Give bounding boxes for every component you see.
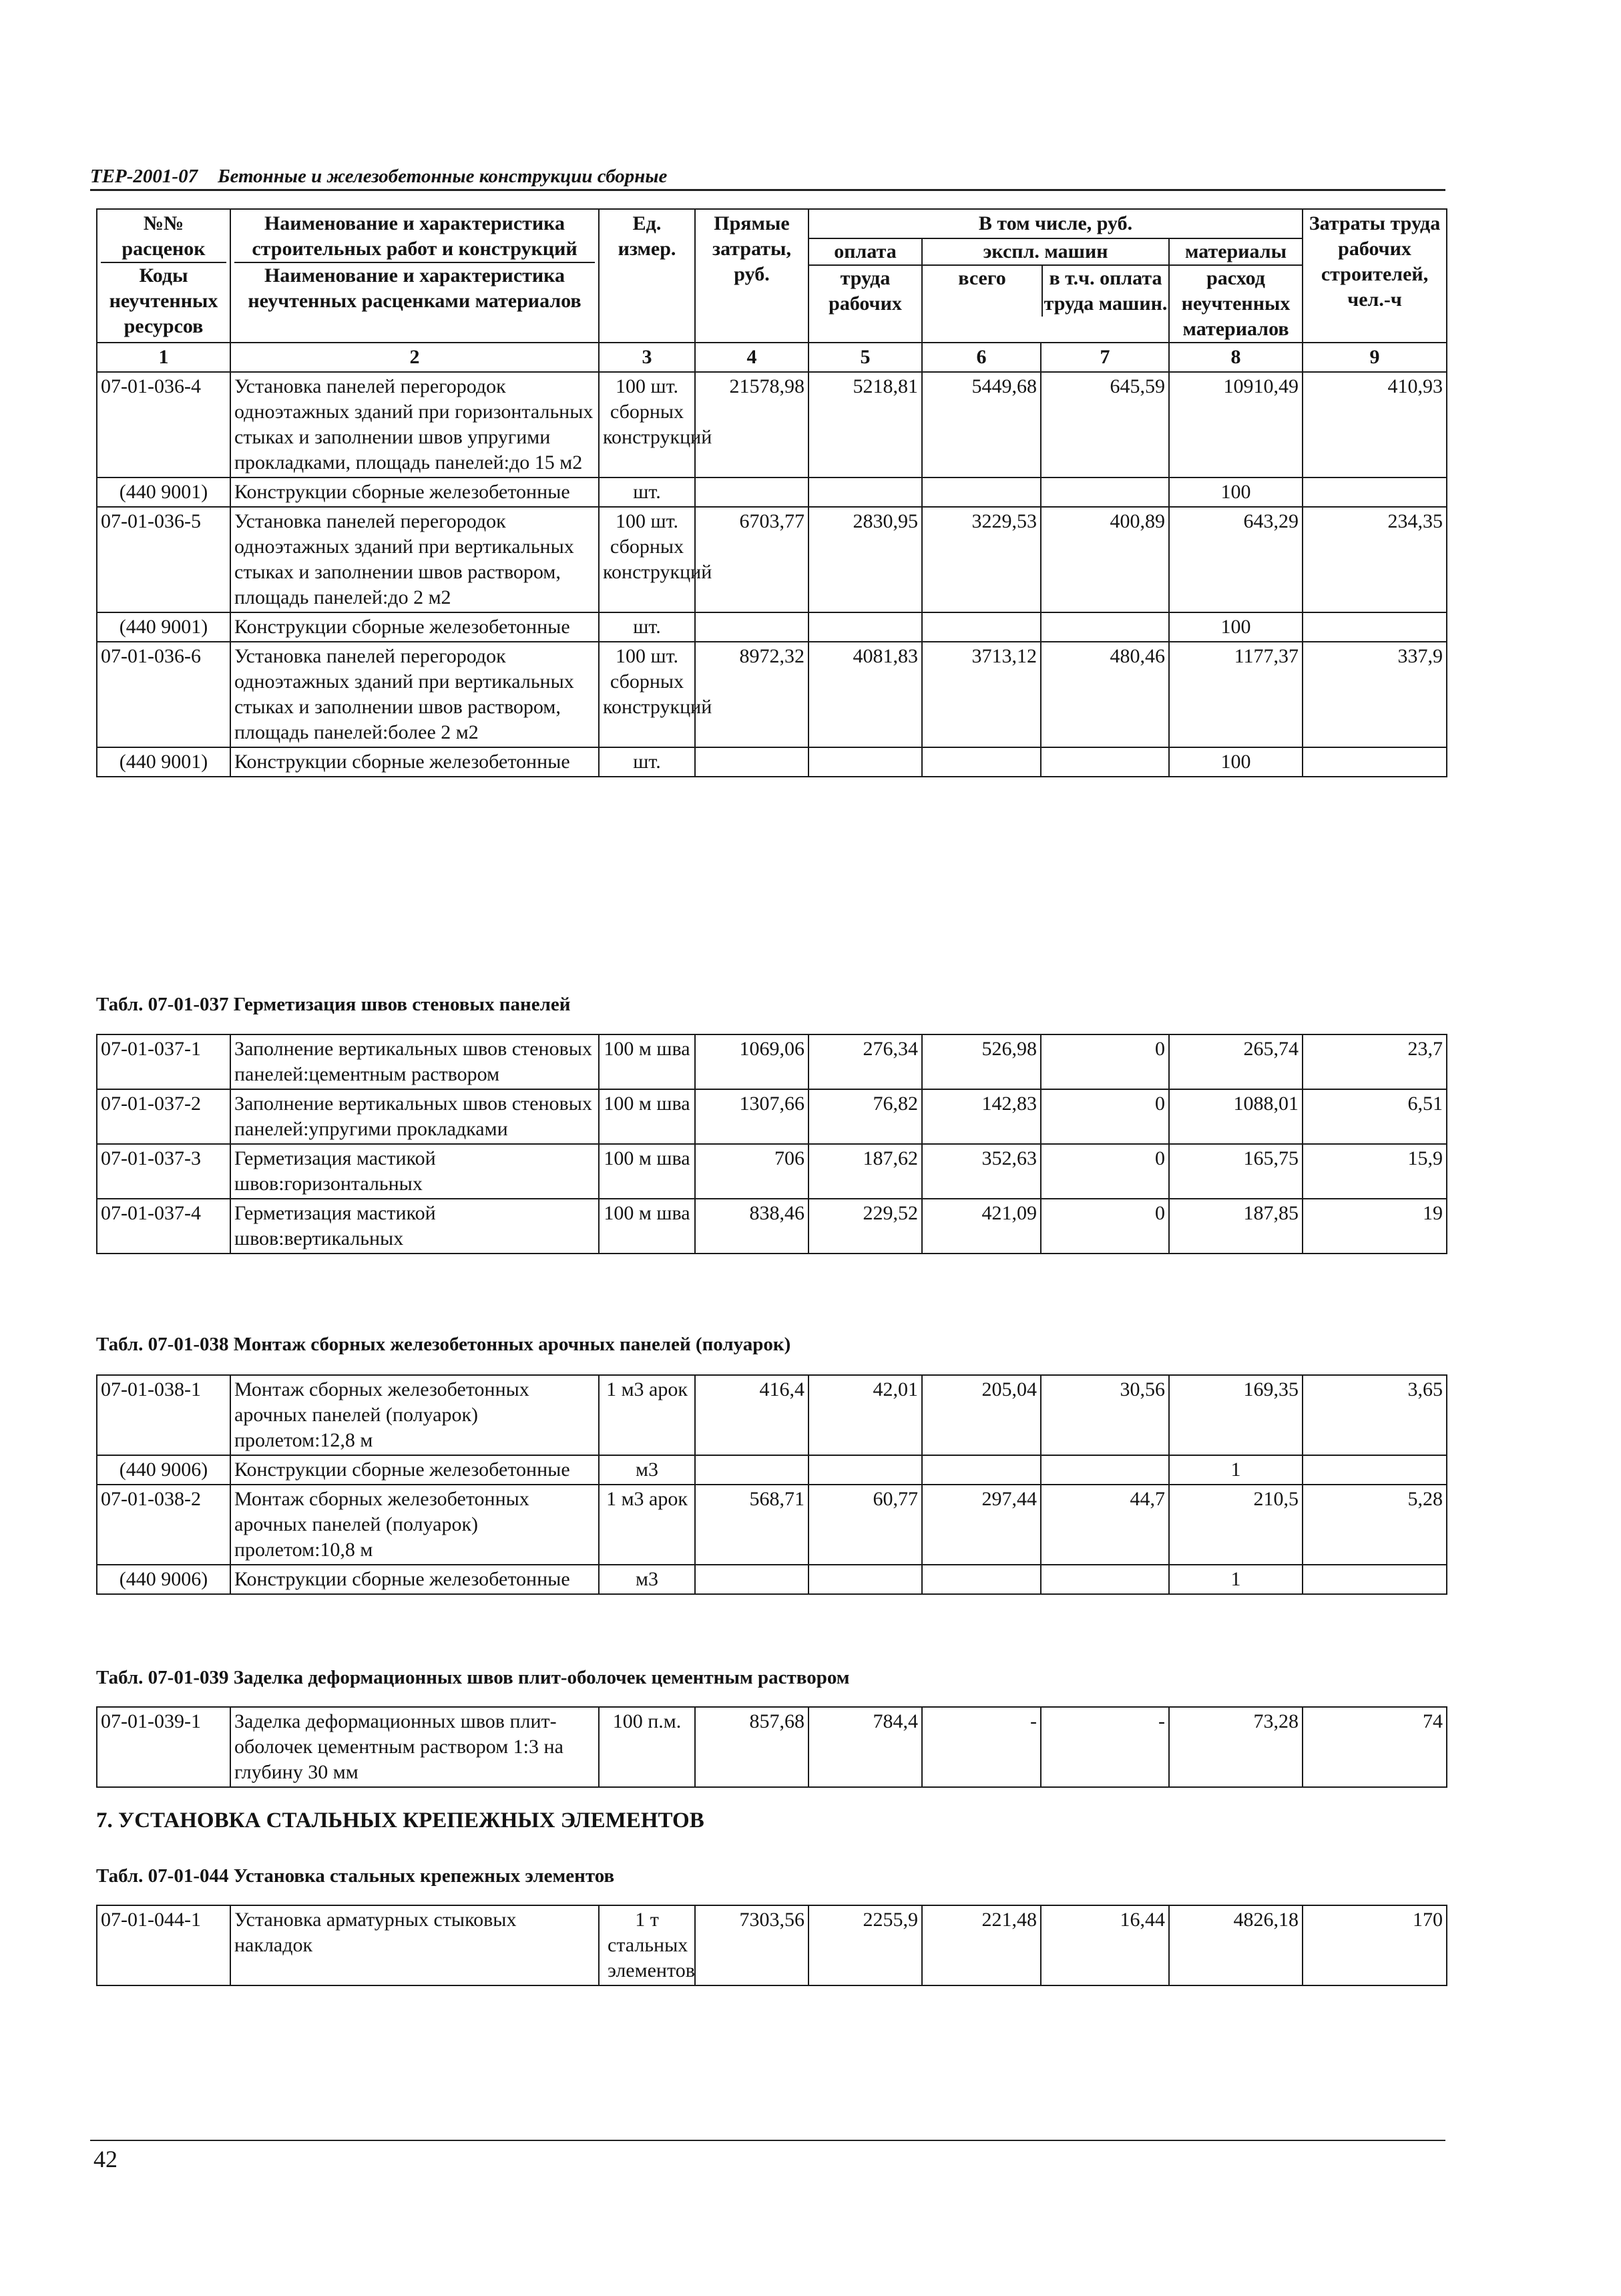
page-header	[90, 166, 1445, 191]
table-038	[96, 1374, 1447, 1595]
unit: 100 шт. сборных конструкций	[599, 372, 695, 477]
empty-cell	[922, 1565, 1041, 1594]
labor-cost: 2830,95	[808, 507, 922, 612]
empty-cell	[922, 612, 1041, 642]
section-7-title: 7. УСТАНОВКА СТАЛЬНЫХ КРЕПЕЖНЫХ ЭЛЕМЕНТОВ	[96, 1808, 704, 1833]
resource-row	[97, 612, 1447, 642]
machine-cost: 5449,68	[922, 372, 1041, 477]
unit: 100 п.м.	[599, 1707, 695, 1787]
unit: 100 м шва	[599, 1034, 695, 1089]
table-row	[97, 1089, 1447, 1144]
resource-code: (440 9001)	[97, 477, 230, 507]
machine-labor-cost: 0	[1041, 1144, 1169, 1199]
machine-cost: 142,83	[922, 1089, 1041, 1144]
labor-cost: 5218,81	[808, 372, 922, 477]
material-cost: 73,28	[1169, 1707, 1303, 1787]
direct-cost: 857,68	[695, 1707, 808, 1787]
empty-cell	[1303, 477, 1447, 507]
work-name: Герметизация мастикой швов:вертикальных	[230, 1199, 599, 1254]
labor-cost: 187,62	[808, 1144, 922, 1199]
rate-code: 07-01-037-4	[97, 1199, 230, 1254]
col5-label: труда рабочих	[829, 267, 902, 315]
machine-cost: 421,09	[922, 1199, 1041, 1254]
unit: 1 т стальных элементов	[599, 1905, 695, 1985]
resource-qty: 100	[1169, 612, 1303, 642]
material-cost: 165,75	[1169, 1144, 1303, 1199]
unit: 1 м3 арок	[599, 1375, 695, 1455]
col7-label: в т.ч. оплата труда машин.	[1044, 267, 1168, 315]
material-cost: 265,74	[1169, 1034, 1303, 1089]
labor-hours: 337,9	[1303, 642, 1447, 747]
breakdown-group-header: В том числе, руб.	[808, 209, 1303, 238]
material-cost: 10910,49	[1169, 372, 1303, 477]
direct-cost: 6703,77	[695, 507, 808, 612]
col-number: 2	[230, 343, 599, 372]
work-name: Установка арматурных стыковых накладок	[230, 1905, 599, 1985]
material-cost: 643,29	[1169, 507, 1303, 612]
col8-header	[1169, 238, 1303, 343]
table-037	[96, 1034, 1447, 1254]
resource-name: Конструкции сборные железобетонные	[230, 477, 599, 507]
labor-cost: 60,77	[808, 1485, 922, 1565]
col8-bottom-label: расход неучтенных материалов	[1181, 267, 1291, 340]
unit: 100 шт. сборных конструкций	[599, 507, 695, 612]
resource-unit: шт.	[599, 612, 695, 642]
col6-label: всего	[923, 266, 1043, 317]
unit: 100 м шва	[599, 1199, 695, 1254]
labor-cost: 276,34	[808, 1034, 922, 1089]
labor-hours: 6,51	[1303, 1089, 1447, 1144]
page-number: 42	[93, 2146, 118, 2172]
unit: 100 м шва	[599, 1144, 695, 1199]
col-number: 3	[599, 343, 695, 372]
work-name: Герметизация мастикой швов:горизонтальных	[230, 1144, 599, 1199]
document-code: ТЕР-2001-07	[90, 166, 198, 187]
resource-qty: 100	[1169, 747, 1303, 777]
empty-cell	[695, 1455, 808, 1485]
resource-unit: шт.	[599, 747, 695, 777]
table-row	[97, 1375, 1447, 1455]
machine-labor-cost: 0	[1041, 1089, 1169, 1144]
empty-cell	[1303, 612, 1447, 642]
material-cost: 1088,01	[1169, 1089, 1303, 1144]
resource-name: Конструкции сборные железобетонные	[230, 1455, 599, 1485]
rate-code: 07-01-037-2	[97, 1089, 230, 1144]
table-039-caption: Табл. 07-01-039 Заделка деформационных швов плит-оболочек цементным раствором	[96, 1667, 850, 1688]
col4-header: Прямые затраты, руб.	[695, 209, 808, 343]
resource-qty: 100	[1169, 477, 1303, 507]
col1-header	[97, 209, 230, 343]
column-header-row	[97, 209, 1447, 238]
rate-code: 07-01-037-1	[97, 1034, 230, 1089]
table-row	[97, 642, 1447, 747]
main-table-036	[96, 208, 1447, 777]
empty-cell	[808, 1455, 922, 1485]
resource-unit: шт.	[599, 477, 695, 507]
machine-cost: 205,04	[922, 1375, 1041, 1455]
rate-code: 07-01-037-3	[97, 1144, 230, 1199]
machine-labor-cost: 0	[1041, 1199, 1169, 1254]
rate-code: 07-01-044-1	[97, 1905, 230, 1985]
empty-cell	[1303, 1565, 1447, 1594]
machine-labor-cost: 645,59	[1041, 372, 1169, 477]
footer-rule	[90, 2140, 1445, 2141]
direct-cost: 21578,98	[695, 372, 808, 477]
resource-row	[97, 477, 1447, 507]
material-cost: 210,5	[1169, 1485, 1303, 1565]
work-name: Монтаж сборных железобетонных арочных панелей (полуарок) пролетом:12,8 м	[230, 1375, 599, 1455]
col-number: 7	[1041, 343, 1169, 372]
table-044	[96, 1905, 1447, 1986]
table-044-caption: Табл. 07-01-044 Установка стальных крепежных элементов	[96, 1865, 615, 1887]
machines-group-header	[922, 238, 1169, 343]
labor-cost: 784,4	[808, 1707, 922, 1787]
col1-bottom-label: Коды неучтенных ресурсов	[109, 264, 218, 337]
table-row	[97, 1707, 1447, 1787]
resource-name: Конструкции сборные железобетонные	[230, 747, 599, 777]
empty-cell	[695, 747, 808, 777]
empty-cell	[1303, 1455, 1447, 1485]
col-number: 1	[97, 343, 230, 372]
empty-cell	[808, 477, 922, 507]
empty-cell	[808, 747, 922, 777]
work-name: Заполнение вертикальных швов стеновых панелей:цементным раствором	[230, 1034, 599, 1089]
labor-cost: 2255,9	[808, 1905, 922, 1985]
work-name: Установка панелей перегородок одноэтажных зданий при вертикальных стыках и заполнении швов раствором, площадь панелей:до 2 м2	[230, 507, 599, 612]
unit: 100 м шва	[599, 1089, 695, 1144]
table-row	[97, 1144, 1447, 1199]
resource-qty: 1	[1169, 1565, 1303, 1594]
col-number: 9	[1303, 343, 1447, 372]
labor-cost: 229,52	[808, 1199, 922, 1254]
resource-code: (440 9006)	[97, 1565, 230, 1594]
direct-cost: 416,4	[695, 1375, 808, 1455]
resource-qty: 1	[1169, 1455, 1303, 1485]
col2-top-label: Наименование и характеристика строительных работ и конструкций	[234, 211, 595, 263]
col3-header: Ед. измер.	[599, 209, 695, 343]
rate-code: 07-01-036-5	[97, 507, 230, 612]
labor-hours: 3,65	[1303, 1375, 1447, 1455]
table-039	[96, 1706, 1447, 1788]
col5-header	[808, 238, 922, 343]
work-name: Установка панелей перегородок одноэтажных зданий при вертикальных стыках и заполнении швов раствором, площадь панелей:более 2 м2	[230, 642, 599, 747]
resource-unit: м3	[599, 1455, 695, 1485]
column-number-row	[97, 343, 1447, 372]
resource-row	[97, 1455, 1447, 1485]
machine-cost: 352,63	[922, 1144, 1041, 1199]
empty-cell	[695, 1565, 808, 1594]
resource-code: (440 9006)	[97, 1455, 230, 1485]
material-cost: 169,35	[1169, 1375, 1303, 1455]
table-row	[97, 1905, 1447, 1985]
empty-cell	[1041, 477, 1169, 507]
resource-code: (440 9001)	[97, 612, 230, 642]
machine-cost: 3229,53	[922, 507, 1041, 612]
empty-cell	[1303, 747, 1447, 777]
machine-labor-cost: 30,56	[1041, 1375, 1169, 1455]
rate-code: 07-01-036-4	[97, 372, 230, 477]
direct-cost: 8972,32	[695, 642, 808, 747]
rate-code: 07-01-039-1	[97, 1707, 230, 1787]
machine-labor-cost: 44,7	[1041, 1485, 1169, 1565]
empty-cell	[1041, 1565, 1169, 1594]
work-name: Заполнение вертикальных швов стеновых панелей:упругими прокладками	[230, 1089, 599, 1144]
material-cost: 1177,37	[1169, 642, 1303, 747]
machine-labor-cost: 16,44	[1041, 1905, 1169, 1985]
labor-hours: 19	[1303, 1199, 1447, 1254]
machine-labor-cost: 0	[1041, 1034, 1169, 1089]
work-name: Монтаж сборных железобетонных арочных панелей (полуарок) пролетом:10,8 м	[230, 1485, 599, 1565]
empty-cell	[922, 477, 1041, 507]
unit: 100 шт. сборных конструкций	[599, 642, 695, 747]
resource-code: (440 9001)	[97, 747, 230, 777]
empty-cell	[922, 1455, 1041, 1485]
table-row	[97, 1199, 1447, 1254]
resource-unit: м3	[599, 1565, 695, 1594]
machines-group-label: экспл. машин	[923, 239, 1168, 266]
empty-cell	[1041, 1455, 1169, 1485]
rate-code: 07-01-036-6	[97, 642, 230, 747]
table-037-caption: Табл. 07-01-037 Герметизация швов стеновых панелей	[96, 994, 571, 1015]
col8-top-label: материалы	[1170, 239, 1302, 266]
machine-cost: 297,44	[922, 1485, 1041, 1565]
col-number: 5	[808, 343, 922, 372]
direct-cost: 568,71	[695, 1485, 808, 1565]
labor-cost: 42,01	[808, 1375, 922, 1455]
col1-top-label: №№ расценок	[101, 211, 226, 263]
col2-header	[230, 209, 599, 343]
empty-cell	[808, 1565, 922, 1594]
labor-hours: 74	[1303, 1707, 1447, 1787]
labor-hours: 15,9	[1303, 1144, 1447, 1199]
document-title: Бетонные и железобетонные конструкции сборные	[218, 166, 668, 187]
col9-header: Затраты труда рабочих строителей, чел.-ч	[1303, 209, 1447, 343]
resource-name: Конструкции сборные железобетонные	[230, 1565, 599, 1594]
table-row	[97, 1034, 1447, 1089]
machine-labor-cost: 400,89	[1041, 507, 1169, 612]
machine-cost: 3713,12	[922, 642, 1041, 747]
material-cost: 187,85	[1169, 1199, 1303, 1254]
rate-code: 07-01-038-2	[97, 1485, 230, 1565]
col2-bottom-label: Наименование и характеристика неучтенных расценками материалов	[248, 264, 582, 312]
direct-cost: 1307,66	[695, 1089, 808, 1144]
resource-row	[97, 747, 1447, 777]
unit: 1 м3 арок	[599, 1485, 695, 1565]
work-name: Установка панелей перегородок одноэтажных зданий при горизонтальных стыках и заполнении швов упругими прокладками, площадь панелей:до 15 м2	[230, 372, 599, 477]
material-cost: 4826,18	[1169, 1905, 1303, 1985]
col-number: 4	[695, 343, 808, 372]
labor-hours: 23,7	[1303, 1034, 1447, 1089]
col-number: 6	[922, 343, 1041, 372]
empty-cell	[808, 612, 922, 642]
work-name: Заделка деформационных швов плит-оболочек цементным раствором 1:3 на глубину 30 мм	[230, 1707, 599, 1787]
resource-name: Конструкции сборные железобетонные	[230, 612, 599, 642]
direct-cost: 838,46	[695, 1199, 808, 1254]
machine-labor-cost: -	[1041, 1707, 1169, 1787]
empty-cell	[695, 477, 808, 507]
table-row	[97, 372, 1447, 477]
direct-cost: 1069,06	[695, 1034, 808, 1089]
labor-hours: 170	[1303, 1905, 1447, 1985]
labor-cost: 4081,83	[808, 642, 922, 747]
machine-labor-cost: 480,46	[1041, 642, 1169, 747]
resource-row	[97, 1565, 1447, 1594]
empty-cell	[695, 612, 808, 642]
col5-top-label: оплата	[809, 239, 921, 266]
empty-cell	[922, 747, 1041, 777]
labor-cost: 76,82	[808, 1089, 922, 1144]
labor-hours: 234,35	[1303, 507, 1447, 612]
rate-code: 07-01-038-1	[97, 1375, 230, 1455]
col-number: 8	[1169, 343, 1303, 372]
table-row	[97, 1485, 1447, 1565]
labor-hours: 410,93	[1303, 372, 1447, 477]
empty-cell	[1041, 747, 1169, 777]
machine-cost: -	[922, 1707, 1041, 1787]
empty-cell	[1041, 612, 1169, 642]
machine-cost: 221,48	[922, 1905, 1041, 1985]
table-038-caption: Табл. 07-01-038 Монтаж сборных железобетонных арочных панелей (полуарок)	[96, 1334, 791, 1355]
direct-cost: 7303,56	[695, 1905, 808, 1985]
labor-hours: 5,28	[1303, 1485, 1447, 1565]
table-row	[97, 507, 1447, 612]
direct-cost: 706	[695, 1144, 808, 1199]
machine-cost: 526,98	[922, 1034, 1041, 1089]
